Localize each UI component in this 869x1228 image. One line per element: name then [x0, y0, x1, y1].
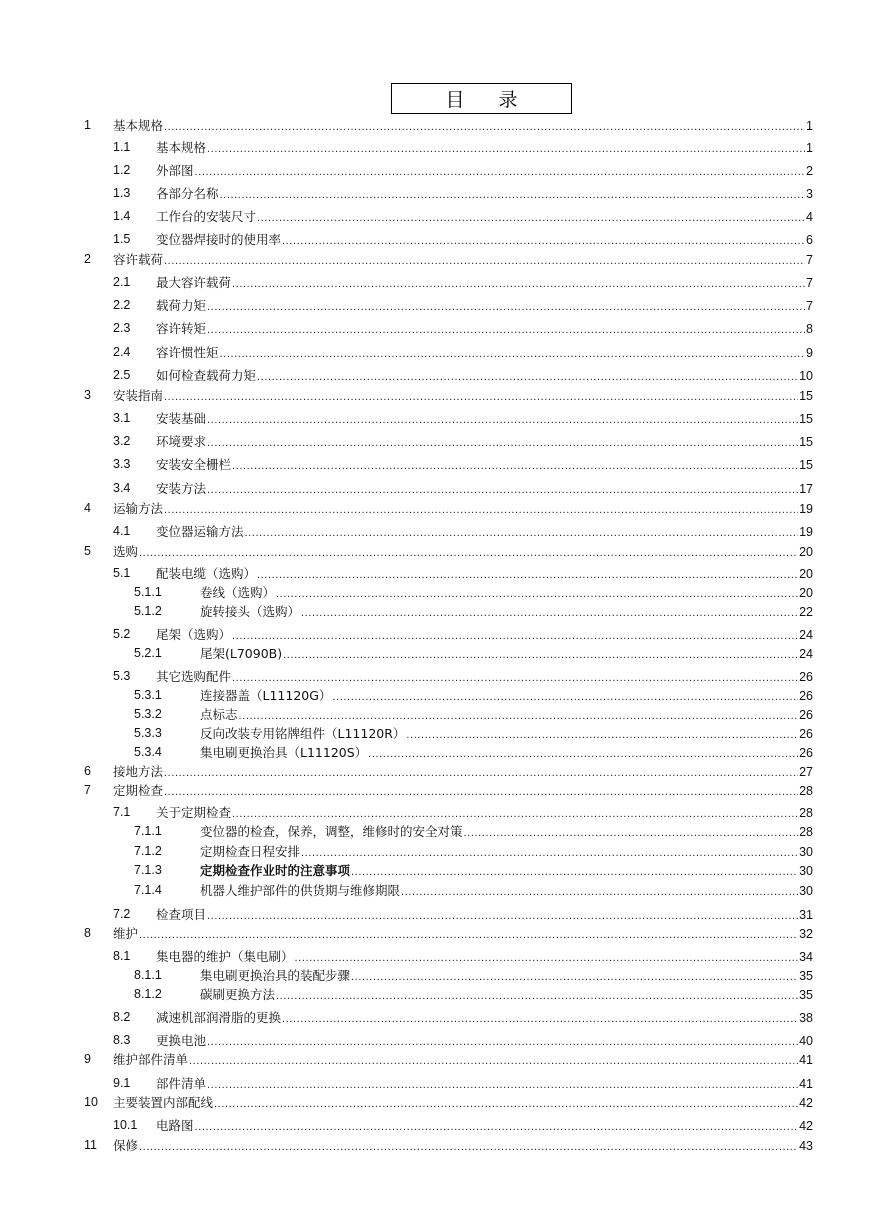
toc-entry[interactable]: [0, 823, 869, 840]
toc-entry-page: 42: [799, 1096, 813, 1110]
toc-entry-number: 7.1.2: [134, 844, 162, 858]
toc-entry-number: 5: [84, 544, 91, 558]
dot-leader: [220, 187, 806, 204]
toc-entry-number: 9.1: [113, 1076, 131, 1090]
dot-leader: [195, 1119, 799, 1136]
toc-entry-page: 8: [806, 322, 813, 336]
toc-entry-page: 20: [799, 567, 813, 581]
toc-entry-page: 6: [806, 233, 813, 247]
toc-entry-number: 5.3: [113, 669, 131, 683]
toc-entry-page: 24: [799, 628, 813, 642]
toc-entry[interactable]: [0, 480, 869, 497]
toc-entry[interactable]: [0, 208, 869, 225]
toc-entry-page: 1: [806, 119, 813, 133]
toc-entry-title: 安装安全栅栏: [156, 457, 232, 472]
toc-entry[interactable]: [0, 387, 869, 404]
toc-entry-title: 定期检查作业时的注意事项: [200, 863, 351, 878]
toc-entry-title: 载荷力矩: [156, 298, 207, 313]
toc-entry-number: 1.1: [113, 140, 131, 154]
toc-entry-number: 2.4: [113, 345, 131, 359]
toc-entry-page: 28: [799, 784, 813, 798]
toc-entry-title: 配装电缆（选购）: [156, 566, 257, 581]
dot-leader: [164, 389, 798, 406]
toc-entry-page: 20: [799, 586, 813, 600]
dot-leader: [351, 969, 798, 986]
toc-entry-page: 27: [799, 765, 813, 779]
dot-leader: [282, 1011, 798, 1028]
dot-leader: [164, 502, 798, 519]
toc-entry-number: 7.1.1: [134, 824, 162, 838]
toc-entry[interactable]: [0, 967, 869, 984]
dot-leader: [245, 525, 799, 542]
toc-entry-number: 8: [84, 926, 91, 940]
dot-leader: [207, 322, 805, 339]
toc-entry-title: 减速机部润滑脂的更换: [156, 1010, 282, 1025]
toc-entry-number: 1.5: [113, 232, 131, 246]
toc-entry[interactable]: [0, 782, 869, 799]
toc-entry[interactable]: [0, 1094, 869, 1111]
dot-leader: [368, 746, 798, 763]
toc-entry-page: 15: [799, 435, 813, 449]
toc-entry[interactable]: [0, 763, 869, 780]
dot-leader: [301, 845, 798, 862]
toc-entry-title: 电路图: [156, 1118, 194, 1133]
toc-entry-title: 工作台的安装尺寸: [156, 209, 257, 224]
toc-entry-title: 最大容许载荷: [156, 275, 232, 290]
toc-entry-number: 7.1.3: [134, 863, 162, 877]
toc-entry[interactable]: [0, 603, 869, 620]
toc-entry-number: 3.1: [113, 411, 131, 425]
toc-entry-page: 35: [799, 969, 813, 983]
toc-entry-number: 3: [84, 388, 91, 402]
toc-entry-number: 2: [84, 252, 91, 266]
dot-leader: [295, 950, 799, 967]
dot-leader: [207, 1077, 798, 1094]
toc-entry-title: 变位器焊接时的使用率: [156, 232, 282, 247]
dot-leader: [283, 647, 798, 664]
toc-entry[interactable]: [0, 626, 869, 643]
toc-entry-number: 5.3.2: [134, 707, 162, 721]
toc-entry-number: 8.3: [113, 1033, 131, 1047]
dot-leader: [232, 806, 798, 823]
dot-leader: [232, 458, 798, 475]
toc-entry[interactable]: [0, 1137, 869, 1154]
toc-entry-number: 4.1: [113, 524, 131, 538]
toc-entry-page: 1: [806, 141, 813, 155]
dot-leader: [239, 708, 799, 725]
toc-entry-title: 集电刷更换治具的装配步骤: [200, 968, 351, 983]
toc-entry-number: 10: [84, 1095, 98, 1109]
toc-entry-title: 容许转矩: [156, 321, 207, 336]
toc-entry[interactable]: [0, 925, 869, 942]
toc-entry[interactable]: [0, 1075, 869, 1092]
toc-entry-number: 7.1.4: [134, 883, 162, 897]
toc-entry-page: 38: [799, 1011, 813, 1025]
toc-entry-number: 7.2: [113, 907, 131, 921]
toc-entry-page: 31: [799, 908, 813, 922]
toc-entry[interactable]: [0, 882, 869, 899]
dot-leader: [195, 164, 806, 181]
toc-entry-page: 32: [799, 927, 813, 941]
toc-entry-title: 容许惯性矩: [156, 345, 219, 360]
toc-entry-number: 5.2: [113, 627, 131, 641]
toc-entry-title: 容许载荷: [113, 252, 164, 267]
toc-entry-page: 30: [799, 845, 813, 859]
toc-entry-number: 11: [84, 1138, 97, 1152]
toc-entry-number: 7: [84, 783, 91, 797]
toc-entry[interactable]: [0, 843, 869, 860]
toc-entry-page: 10: [799, 369, 813, 383]
toc-entry-number: 2.1: [113, 275, 131, 289]
toc-entry[interactable]: [0, 804, 869, 821]
toc-entry-number: 8.1.1: [134, 968, 162, 982]
toc-entry-title: 主要装置内部配线: [113, 1095, 214, 1110]
toc-entry-title: 连接器盖（L11120G）: [200, 688, 332, 703]
toc-entry[interactable]: [0, 500, 869, 517]
dot-leader: [276, 988, 798, 1005]
dot-leader: [401, 884, 798, 901]
dot-leader: [257, 369, 798, 386]
toc-entry-page: 19: [799, 525, 813, 539]
dot-leader: [301, 605, 798, 622]
toc-entry-title: 集电刷更换治具（L11120S）: [200, 745, 368, 760]
toc-entry-page: 26: [799, 708, 813, 722]
toc-entry-title: 基本规格: [156, 140, 207, 155]
toc-entry-number: 4: [84, 501, 91, 515]
toc-entry-page: 15: [799, 412, 813, 426]
toc-entry[interactable]: [0, 1032, 869, 1049]
toc-entry-page: 22: [799, 605, 813, 619]
toc-entry[interactable]: [0, 986, 869, 1003]
toc-entry[interactable]: [0, 274, 869, 291]
toc-entry[interactable]: [0, 687, 869, 704]
toc-entry-page: 35: [799, 988, 813, 1002]
toc-entry-number: 8.1.2: [134, 987, 162, 1001]
toc-entry[interactable]: [0, 117, 869, 134]
toc-entry[interactable]: [0, 645, 869, 662]
toc-entry-page: 7: [806, 276, 813, 290]
toc-entry[interactable]: [0, 139, 869, 156]
toc-entry[interactable]: [0, 1009, 869, 1026]
toc-entry-number: 7.1: [113, 805, 131, 819]
toc-entry-title: 各部分名称: [156, 186, 219, 201]
toc-entry[interactable]: [0, 584, 869, 601]
dot-leader: [207, 412, 798, 429]
toc-entry-title: 反向改装专用铭牌组件（L11120R）: [200, 726, 406, 741]
toc-entry-page: 7: [806, 253, 813, 267]
toc-entry-title: 检查项目: [156, 907, 207, 922]
toc-entry-page: 19: [799, 502, 813, 516]
toc-entry[interactable]: [0, 185, 869, 202]
toc-entry-number: 5.2.1: [134, 646, 162, 660]
toc-entry-number: 8.1: [113, 949, 131, 963]
toc-entry[interactable]: [0, 744, 869, 761]
toc-entry[interactable]: [0, 543, 869, 560]
toc-entry-page: 40: [799, 1034, 813, 1048]
toc-entry-title: 维护部件清单: [113, 1052, 189, 1067]
toc-entry[interactable]: [0, 367, 869, 384]
dot-leader: [207, 908, 798, 925]
toc-entry-title: 外部图: [156, 163, 194, 178]
toc-entry-number: 1.4: [113, 209, 131, 223]
toc-entry-page: 15: [799, 458, 813, 472]
toc-entry-title: 集电器的维护（集电刷）: [156, 949, 294, 964]
toc-entry[interactable]: [0, 706, 869, 723]
dot-leader: [464, 825, 799, 842]
dot-leader: [220, 346, 806, 363]
toc-entry-title: 安装指南: [113, 388, 164, 403]
toc-entry[interactable]: [0, 725, 869, 742]
dot-leader: [282, 233, 805, 250]
dot-leader: [207, 435, 798, 452]
toc-entry-number: 3.2: [113, 434, 131, 448]
toc-entry-page: 26: [799, 670, 813, 684]
toc-entry-title: 其它选购配件: [156, 669, 232, 684]
toc-entry-title: 卷线（选购）: [200, 585, 276, 600]
toc-entry-number: 1: [84, 118, 91, 132]
dot-leader: [139, 927, 798, 944]
toc-entry-number: 1.2: [113, 163, 131, 177]
toc-entry-page: 26: [799, 689, 813, 703]
dot-leader: [207, 299, 805, 316]
toc-entry-title: 安装方法: [156, 481, 207, 496]
dot-leader: [214, 1096, 798, 1113]
toc-entry[interactable]: [0, 456, 869, 473]
toc-entry-number: 8.2: [113, 1010, 131, 1024]
toc-entry-page: 4: [806, 210, 813, 224]
toc-entry-title: 运输方法: [113, 501, 164, 516]
toc-entry-page: 9: [806, 346, 813, 360]
toc-entry-title: 定期检查: [113, 783, 164, 798]
toc-entry-page: 43: [799, 1139, 813, 1153]
dot-leader: [276, 586, 798, 603]
toc-entry-number: 5.1.2: [134, 604, 162, 618]
dot-leader: [164, 784, 798, 801]
dot-leader: [164, 119, 805, 136]
toc-entry-number: 5.3.3: [134, 726, 162, 740]
toc-entry-number: 5.1.1: [134, 585, 162, 599]
toc-entry-title: 变位器运输方法: [156, 524, 244, 539]
toc-entry-number: 5.3.1: [134, 688, 162, 702]
toc-entry-page: 17: [799, 482, 813, 496]
toc-entry[interactable]: [0, 862, 869, 879]
toc-entry-title: 机器人维护部件的供货期与维修期限: [200, 883, 401, 898]
toc-entry-title: 保修: [113, 1138, 139, 1153]
toc-entry[interactable]: [0, 297, 869, 314]
toc-entry-title: 安装基础: [156, 411, 207, 426]
dot-leader: [164, 765, 798, 782]
toc-entry-title: 尾架(L7090B): [200, 646, 283, 661]
toc-entry[interactable]: [0, 668, 869, 685]
toc-entry-title: 选购: [113, 544, 139, 559]
toc-entry-number: 2.2: [113, 298, 131, 312]
toc-entry-page: 28: [799, 825, 813, 839]
toc-entry-page: 20: [799, 545, 813, 559]
toc-entry[interactable]: [0, 231, 869, 248]
toc-entry-number: 2.5: [113, 368, 131, 382]
dot-leader: [406, 727, 798, 744]
dot-leader: [164, 253, 805, 270]
toc-entry-page: 26: [799, 727, 813, 741]
toc-entry-page: 34: [799, 950, 813, 964]
toc-entry-title: 旋转接头（选购）: [200, 604, 301, 619]
toc-entry[interactable]: [0, 433, 869, 450]
toc-entry-number: 3.4: [113, 481, 131, 495]
toc-entry-page: 3: [806, 187, 813, 201]
toc-entry[interactable]: [0, 162, 869, 179]
toc-entry-number: 5.1: [113, 566, 131, 580]
toc-entry-page: 30: [799, 864, 813, 878]
toc-entry-page: 42: [799, 1119, 813, 1133]
toc-entry-number: 10.1: [113, 1118, 138, 1132]
dot-leader: [207, 141, 805, 158]
dot-leader: [351, 864, 798, 881]
toc-entry-title: 更换电池: [156, 1033, 207, 1048]
toc-entry-title: 基本规格: [113, 118, 164, 133]
toc-entry-title: 环境要求: [156, 434, 207, 449]
toc-entry-title: 维护: [113, 926, 139, 941]
toc-entry-number: 6: [84, 764, 91, 778]
toc-entry-page: 41: [799, 1077, 813, 1091]
toc-entry-title: 关于定期检查: [156, 805, 232, 820]
toc-entry-page: 24: [799, 647, 813, 661]
dot-leader: [207, 482, 798, 499]
toc-entry[interactable]: [0, 320, 869, 337]
toc-entry-page: 30: [799, 884, 813, 898]
dot-leader: [257, 210, 805, 227]
toc-heading: 目 录: [391, 83, 572, 114]
toc-entry[interactable]: [0, 344, 869, 361]
toc-entry[interactable]: [0, 948, 869, 965]
toc-entry[interactable]: [0, 906, 869, 923]
toc-entry-title: 尾架（选购）: [156, 627, 232, 642]
dot-leader: [139, 1139, 798, 1156]
toc-entry-number: 3.3: [113, 457, 131, 471]
toc-entry[interactable]: [0, 251, 869, 268]
dot-leader: [257, 567, 798, 584]
toc-entry-page: 41: [799, 1053, 813, 1067]
toc-entry-page: 28: [799, 806, 813, 820]
dot-leader: [207, 1034, 798, 1051]
toc-entry-title: 如何检查载荷力矩: [156, 368, 257, 383]
dot-leader: [189, 1053, 798, 1070]
toc-entry[interactable]: [0, 410, 869, 427]
toc-entry-title: 点标志: [200, 707, 238, 722]
toc-entry-page: 7: [806, 299, 813, 313]
dot-leader: [232, 276, 805, 293]
dot-leader: [332, 689, 798, 706]
toc-entry[interactable]: [0, 1117, 869, 1134]
toc-entry-page: 26: [799, 746, 813, 760]
toc-entry[interactable]: [0, 1051, 869, 1068]
dot-leader: [139, 545, 798, 562]
toc-entry[interactable]: [0, 565, 869, 582]
toc-entry-page: 15: [799, 389, 813, 403]
toc-entry-title: 部件清单: [156, 1076, 207, 1091]
toc-entry-title: 定期检查日程安排: [200, 844, 301, 859]
toc-entry-title: 碳刷更换方法: [200, 987, 276, 1002]
toc-entry-number: 1.3: [113, 186, 131, 200]
toc-entry-page: 2: [806, 164, 813, 178]
toc-entry[interactable]: [0, 523, 869, 540]
toc-entry-number: 2.3: [113, 321, 131, 335]
toc-entry-number: 5.3.4: [134, 745, 162, 759]
dot-leader: [232, 628, 798, 645]
toc-entry-title: 接地方法: [113, 764, 164, 779]
toc-entry-title: 变位器的检查，保养，调整，维修时的安全对策: [200, 824, 463, 839]
toc-entry-number: 9: [84, 1052, 91, 1066]
dot-leader: [232, 670, 798, 687]
